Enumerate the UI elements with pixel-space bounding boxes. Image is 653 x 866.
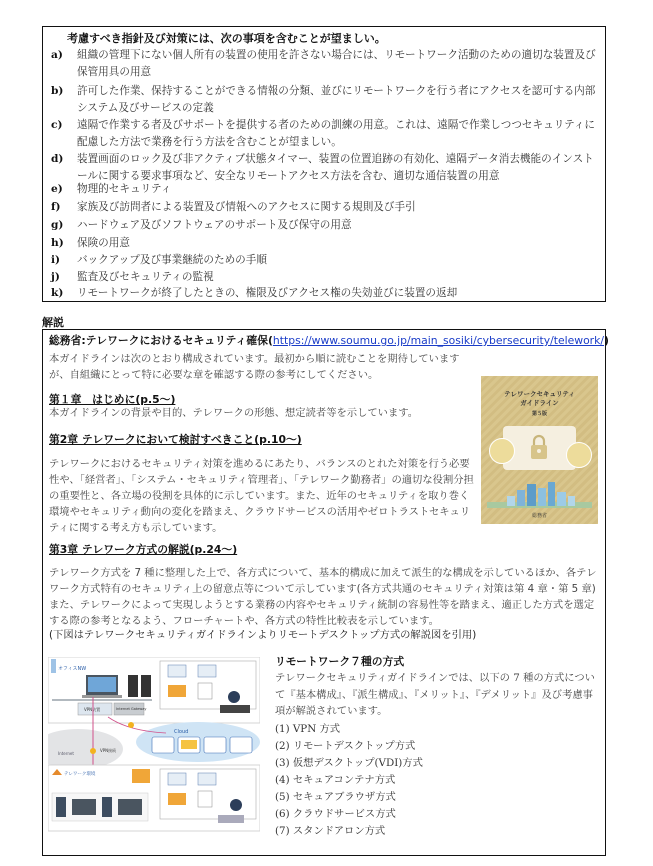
- item-marker: i): [51, 254, 61, 266]
- method-item: (3) 仮想デスクトップ(VDI)方式: [275, 757, 423, 769]
- guide-cover-image: [481, 376, 598, 524]
- item-text: 組織の管理下にない個人所有の装置の使用を許さない場合には、リモートワーク活動のための適切な装置及び保管用具の用意: [77, 49, 596, 78]
- requirement-item-b: [51, 83, 599, 116]
- cloud-label: Cloud: [174, 729, 189, 735]
- requirement-item-h: [51, 235, 599, 252]
- methods-intro: テレワークセキュリティガイドラインでは、以下の 7 種の方式について『基本構成』、『派生構成』、『メリット』、『デメリット』及び考慮事項が解説されています。: [275, 672, 595, 717]
- paren: (: [267, 334, 273, 347]
- requirements-intro: 考慮すべき指針及び対策には、次の事項を含むことが望ましい。: [67, 32, 386, 45]
- item-marker: d): [51, 153, 64, 165]
- methods-title: リモートワーク７種の方式: [275, 655, 405, 668]
- requirement-item-g: [51, 217, 599, 234]
- chapter-1-body: 本ガイドラインの背景や目的、テレワークの形態、想定読者等を示しています。: [49, 407, 419, 419]
- method-item: (2) リモートデスクトップ方式: [275, 740, 416, 752]
- chapter-3-body: テレワーク方式を 7 種に整理した上で、各方式について、基本的構成に加えて派生的な構成を示しているほか、各テレワーク方式特有のセキュリティ上の留意点等について示しています(各方式共通のセキュリティ対策は第 4 章・第 5 章)また、テレワークによって実現しようとする業務の内容やセキュリティ統制の容易性等を踏まえ、適正した方式を選定する際の参考となるよう、フローチャートや、各方式の特性比較表を示しています。: [49, 567, 597, 627]
- method-item: (7) スタンドアロン方式: [275, 825, 386, 837]
- item-marker: g): [51, 219, 64, 231]
- chapter-1-title: 第１章 はじめに(p.5～): [49, 393, 176, 406]
- city-skyline-illustration: [487, 480, 592, 508]
- requirement-item-j: [51, 269, 599, 286]
- cover-title: [481, 390, 598, 408]
- cover-edition: 第５版: [531, 411, 547, 417]
- office-nw-label: オフィスNW: [58, 666, 87, 672]
- chapter-3-title: 第3章 テレワーク方式の解説(p.24～): [49, 543, 238, 556]
- item-text: ハードウェア及びソフトウェアのサポート及び保守の用意: [77, 219, 352, 231]
- item-marker: a): [51, 49, 63, 61]
- item-text: 遠隔で作業する者及びサポートを提供する者のための訓練の用意。これは、遠隔で作業しつつセキュリティに配慮した方法で業務を行う方法を含むことが望ましい。: [77, 119, 596, 148]
- method-item: (4) セキュアコンテナ方式: [275, 774, 396, 786]
- figure-note: (下図はテレワークセキュリティガイドラインよりリモートデスクトップ方式の解説図を引用): [49, 629, 477, 641]
- item-text: リモートワークが終了したときの、権限及びアクセス権の失効並びに装置の返却: [77, 287, 458, 299]
- padlock-icon: [529, 434, 549, 460]
- requirement-item-i: [51, 252, 599, 269]
- section-heading: 解説: [42, 316, 64, 329]
- item-marker: c): [51, 119, 63, 131]
- requirement-item-d: [51, 151, 599, 184]
- vpn-connection-label: VPN接続: [100, 748, 117, 753]
- source-label: 総務省:テレワークにおけるセキュリティ確保: [49, 334, 268, 347]
- item-marker: e): [51, 183, 63, 195]
- requirement-item-c: [51, 117, 599, 150]
- method-item: (1) VPN 方式: [275, 723, 341, 735]
- requirement-item-f: [51, 199, 599, 216]
- requirement-item-k: [51, 285, 599, 302]
- item-text: 装置画面のロック及び非アクティブ状態タイマー、装置の位置追跡の有効化、遠隔データ消去機能のインストールに関する要求事項など、安全なリモートアクセス方法を含む、適切な通信装置の用意: [77, 153, 594, 182]
- source-link[interactable]: https://www.soumu.go.jp/main_sosiki/cybersecurity/telework/: [272, 334, 605, 347]
- item-text: 監査及びセキュリティの監視: [77, 271, 214, 283]
- gateway-label: Internet Gateway: [116, 707, 147, 711]
- cover-title-line2: ガイドライン: [520, 399, 559, 407]
- item-text: 許可した作業、保持することができる情報の分類、並びにリモートワークを行う者にアクセスを認可する内部システム及びサービスの定義: [77, 85, 596, 114]
- methods-list: [275, 721, 423, 840]
- item-marker: j): [51, 271, 60, 283]
- item-marker: h): [51, 237, 64, 249]
- internet-label: Internet: [58, 751, 74, 756]
- method-item: (6) クラウドサービス方式: [275, 808, 396, 820]
- requirements-box: [42, 26, 606, 302]
- item-marker: f): [51, 201, 61, 213]
- home-env-label: テレワーク環境: [64, 772, 96, 777]
- cover-publisher: 総務省: [531, 513, 547, 519]
- item-text: 物理的セキュリティ: [77, 183, 172, 195]
- worker-illustration-left: [489, 438, 515, 464]
- method-item: (5) セキュアブラウザ方式: [275, 791, 396, 803]
- requirement-item-a: [51, 47, 599, 80]
- guide-intro: 本ガイドラインは次のとおり構成されています。最初から順に読むことを期待していますが、自組織にとって特に必要な章を確認する際の参考にしてください。: [49, 353, 460, 381]
- requirement-item-e: [51, 181, 599, 198]
- source-line: [49, 333, 609, 348]
- chapter-2-title: 第2章 テレワークにおいて検討すべきこと(p.10～): [49, 433, 302, 446]
- item-text: 家族及び訪問者による装置及び情報へのアクセスに関する規則及び手引: [77, 201, 416, 213]
- explanation-box: [42, 329, 609, 856]
- paren: ): [604, 334, 609, 347]
- vpn-device-label: VPN装置: [84, 707, 101, 712]
- item-text: 保険の用意: [77, 237, 130, 249]
- cover-title-line1: テレワークセキュリティ: [504, 390, 575, 398]
- chapter-2-body: テレワークにおけるセキュリティ対策を進めるにあたり、バランスのとれた対策を行う必要性や、「経営者」、「システム・セキュリティ管理者」、「テレワーク勤務者」の適切な役割分担の重要性と、各立場の役割を具体的に示しています。また、近年のセキュリティを取り巻く環境やセキュリティ動向の変化を踏まえ、クラウドサービスの活用やゼロトラストセキュリティに関する考え方も示しています。: [49, 458, 474, 534]
- worker-illustration-right: [566, 442, 592, 468]
- remote-desktop-diagram: [48, 657, 260, 832]
- item-marker: b): [51, 85, 64, 97]
- item-marker: k): [51, 287, 64, 299]
- item-text: バックアップ及び事業継続のための手順: [77, 254, 267, 266]
